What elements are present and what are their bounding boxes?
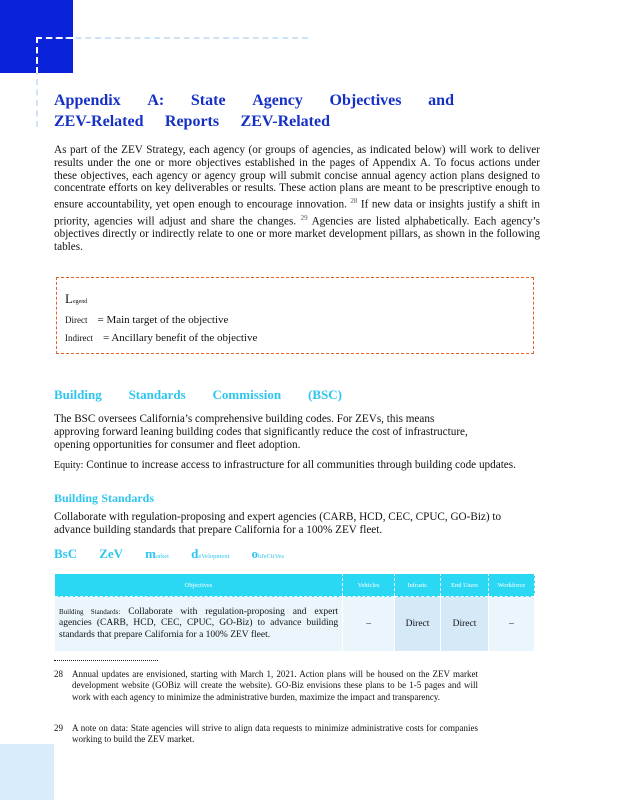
title-word: A: [147, 92, 165, 109]
intro-text-b: If new data or insights justify a shift in priority, agencies will adjust and share the changes. [54, 198, 540, 228]
footnote-number: 29 [54, 723, 63, 733]
legend-value: = Ancillary benefit of the objective [102, 332, 258, 344]
title-word: Appendix [54, 92, 121, 109]
legend-key: Direct [65, 315, 88, 325]
footnote-ref-28[interactable]: 28 [350, 197, 358, 206]
equity-label: Equity: [54, 460, 84, 471]
intro-text-c: Agencies are listed alphabetically. Each agency’s objectives directly or indirectly relate to one or more market development pillars, as shown in the following tables. [54, 215, 540, 254]
equity-paragraph [54, 459, 540, 473]
page-title [54, 90, 454, 132]
dashed-rule-horizontal [36, 37, 308, 39]
table-header-row [55, 574, 535, 597]
heading-word: Building [54, 387, 102, 402]
objectives-table [55, 573, 535, 651]
heading-word: (BSC) [308, 387, 342, 402]
title-word: Objectives [329, 92, 402, 109]
heading-rest: eVelopment [198, 553, 230, 560]
footnote-number: 28 [54, 669, 63, 679]
cell-vehicles: – [343, 597, 395, 652]
title-word: State [190, 92, 226, 109]
cell-infrastructure: Direct [395, 597, 441, 652]
title-word: ZEV-Related [54, 113, 144, 130]
footnote-separator [54, 660, 158, 661]
cell-workforce: – [488, 597, 534, 652]
heading-word: BsC [54, 546, 78, 561]
footnote-text: Annual updates are envisioned, starting with March 1, 2021. Action plans will be housed on the ZEV market development website (GOBiz will create the website). GO-Biz envisions these plans to be 1-5 pages and will work with each agency to minimize the administrative burden, maximize the impact and transparency. [72, 669, 478, 702]
col-header-infrastructure: Infrastr. [395, 574, 441, 597]
cell-objective [55, 597, 343, 652]
section-heading [54, 387, 342, 403]
sub-heading-word: Building [54, 491, 99, 505]
col-header-vehicles: Vehicles [343, 574, 395, 597]
title-word: ZEV-Related [240, 113, 330, 130]
footnote-ref-29[interactable]: 29 [300, 213, 308, 222]
intro-paragraph [54, 144, 540, 254]
heading-initial: d [191, 546, 199, 561]
objective-label: Building Standards: [59, 608, 121, 617]
bsc-description: The BSC oversees California’s comprehensive building codes. For ZEVs, this means approving forward leaning building codes that significantly reduce the cost of infrastructure, opening opportunities for consumer and fleet adoption. [54, 413, 468, 451]
footnote-28 [54, 669, 478, 703]
dashed-rule-vertical-inner [36, 37, 38, 73]
footnote-text: A note on data: State agencies will strive to align data requests to minimize administrative costs for companies working to build the ZEV market. [72, 723, 478, 745]
objective-text: Collaborate with regulation-proposing and expert agencies (CARB, HCD, CEC, CPUC, GO-Biz) to advance building standards that prepare California for a 100% ZEV fleet. [59, 607, 339, 640]
legend-box [56, 277, 534, 354]
sub-heading-word: Standards [101, 491, 154, 505]
equity-text: Continue to increase access to infrastructure for all communities through building code updates. [86, 459, 516, 471]
cell-end-users: Direct [441, 597, 489, 652]
heading-word [251, 546, 284, 562]
objectives-table-heading [54, 546, 284, 562]
heading-word: Commission [212, 387, 282, 402]
col-header-end-users: End Users [441, 574, 489, 597]
legend-value: = Main target of the objective [97, 314, 229, 326]
heading-word: Standards [128, 387, 186, 402]
legend-key: Indirect [65, 333, 93, 343]
legend-row-direct [65, 314, 228, 326]
heading-rest: bJeCtiVes [257, 553, 284, 560]
intro-text-a: As part of the ZEV Strategy, each agency (or groups of agencies, as indicated below) will work to deliver results under the one or more objectives established in the pages of Appendix A. To focus actions under these objectives, each agency or agency group will submit concise annual agency action plans designed to concentrate efforts on key deliverables or results. These action plans are meant to be prescriptive enough to ensure accountability, yet open enough to encourage innovation. [54, 144, 540, 211]
collaborate-paragraph: Collaborate with regulation-proposing and expert agencies (CARB, HCD, CEC, CPUC, GO-Biz) to advance building standards that prepare California for a 100% ZEV fleet. [54, 511, 502, 536]
legend-title-initial: L [65, 291, 73, 306]
heading-rest: arket [156, 553, 169, 560]
col-header-workforce: Workforce [488, 574, 534, 597]
heading-initial: o [251, 546, 258, 561]
dashed-rule-horizontal-inner [36, 37, 73, 39]
heading-word [191, 546, 229, 562]
sub-heading [54, 491, 154, 506]
legend-row-indirect [65, 332, 257, 344]
heading-initial: m [145, 546, 156, 561]
heading-word [145, 546, 169, 562]
legend-title-rest: egend [72, 299, 88, 305]
table-row [55, 597, 535, 652]
title-word: and [428, 92, 454, 109]
bottom-corner-decoration [0, 744, 54, 800]
col-header-objectives: Objectives [55, 574, 343, 597]
title-word: Agency [252, 92, 303, 109]
title-word: Reports [164, 113, 220, 130]
legend-title [65, 291, 87, 307]
footnote-29 [54, 723, 478, 746]
heading-word: ZeV [99, 546, 124, 561]
